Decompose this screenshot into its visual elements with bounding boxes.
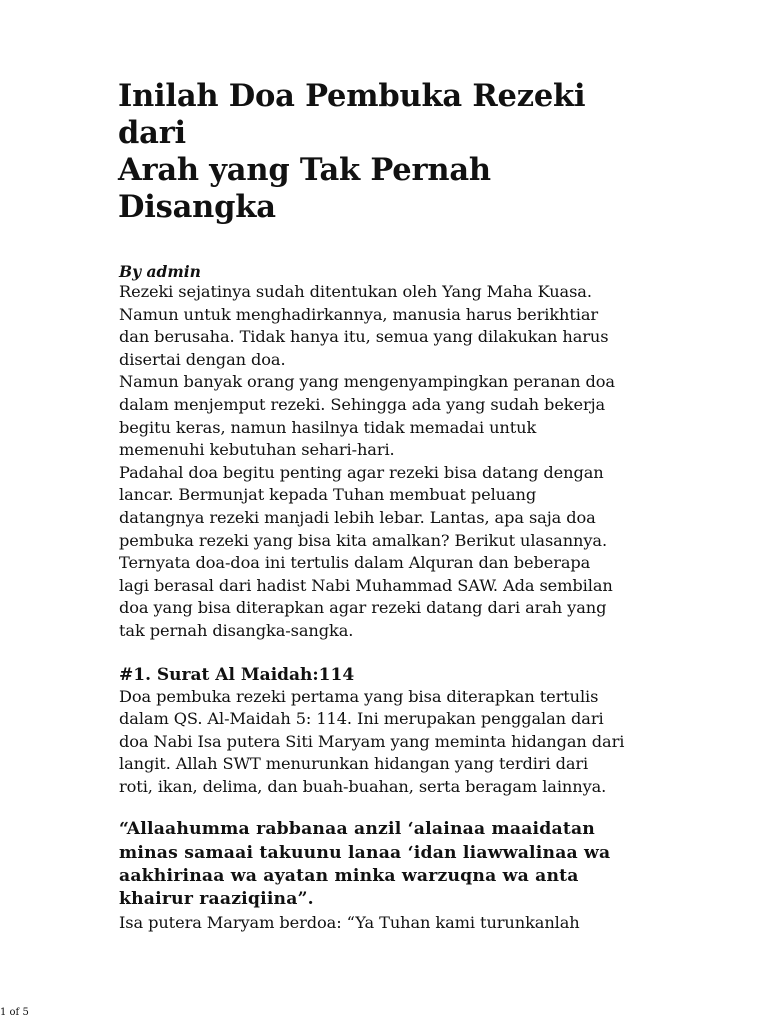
text-line: disertai dengan doa. bbox=[119, 349, 286, 369]
text-line: Namun untuk menghadirkannya, manusia harus berikhtiar bbox=[119, 304, 599, 324]
text-line: roti, ikan, delima, dan buah-buahan, serta beragam lainnya. bbox=[119, 776, 607, 796]
text-line: Doa pembuka rezeki pertama yang bisa diterapkan tertulis bbox=[119, 686, 599, 706]
paragraph-1 bbox=[119, 281, 659, 371]
text-line: Ternyata doa-doa ini tertulis dalam Alquran dan beberapa bbox=[119, 553, 591, 573]
article-title bbox=[118, 78, 659, 226]
article bbox=[119, 78, 659, 934]
text-line: dalam menjemput rezeki. Sehingga ada yang sudah bekerja bbox=[119, 394, 606, 414]
text-line: dalam QS. Al-Maidah 5: 114. Ini merupakan penggalan dari bbox=[119, 709, 604, 729]
text-line: begitu keras, namun hasilnya tidak memadai untuk bbox=[119, 417, 537, 437]
text-line: tak pernah disangka-sangka. bbox=[119, 620, 354, 640]
text-line: Isa putera Maryam berdoa: “Ya Tuhan kami turunkanlah bbox=[119, 912, 580, 932]
text-line: doa Nabi Isa putera Siti Maryam yang meminta hidangan dari bbox=[119, 731, 625, 751]
text-line: Namun banyak orang yang mengenyampingkan peranan doa bbox=[119, 372, 615, 392]
paragraph-6 bbox=[119, 912, 659, 935]
prayer-quote bbox=[119, 818, 659, 911]
title-line: Arah yang Tak Pernah Disangka bbox=[118, 152, 491, 225]
page-indicator: 1 of 5 bbox=[0, 1007, 29, 1018]
text-line: pembuka rezeki yang bisa kita amalkan? Berikut ulasannya. bbox=[119, 530, 608, 550]
paragraph-4 bbox=[119, 552, 659, 642]
quote-line: aakhirinaa wa ayatan minka warzuqna wa anta bbox=[119, 866, 579, 887]
text-line: datangnya rezeki manjadi lebih lebar. Lantas, apa saja doa bbox=[119, 507, 596, 527]
paragraph-5 bbox=[119, 686, 659, 799]
quote-line: “Allaahumma rabbanaa anzil ‘alainaa maaidatan bbox=[119, 819, 596, 840]
text-line: lagi berasal dari hadist Nabi Muhammad SAW. Ada sembilan bbox=[119, 575, 613, 595]
text-line: Rezeki sejatinya sudah ditentukan oleh Yang Maha Kuasa. bbox=[119, 282, 592, 301]
paragraph-3 bbox=[119, 462, 659, 552]
byline: By admin bbox=[119, 262, 201, 281]
text-line: langit. Allah SWT menurunkan hidangan yang terdiri dari bbox=[119, 754, 589, 774]
text-line: doa yang bisa diterapkan agar rezeki datang dari arah yang bbox=[119, 598, 607, 618]
paragraph-2 bbox=[119, 371, 659, 461]
text-line: memenuhi kebutuhan sehari-hari. bbox=[119, 440, 395, 460]
title-line: Inilah Doa Pembuka Rezeki dari bbox=[118, 78, 586, 151]
quote-line: khairur raaziqiina”. bbox=[119, 889, 314, 910]
text-line: dan berusaha. Tidak hanya itu, semua yang dilakukan harus bbox=[119, 327, 609, 347]
quote-line: minas samaai takuunu lanaa ‘idan liawwalinaa wa bbox=[119, 842, 611, 863]
text-line: Padahal doa begitu penting agar rezeki bisa datang dengan bbox=[119, 462, 604, 482]
section-heading: #1. Surat Al Maidah:114 bbox=[119, 664, 355, 685]
text-line: lancar. Bermunjat kepada Tuhan membuat peluang bbox=[119, 485, 537, 505]
